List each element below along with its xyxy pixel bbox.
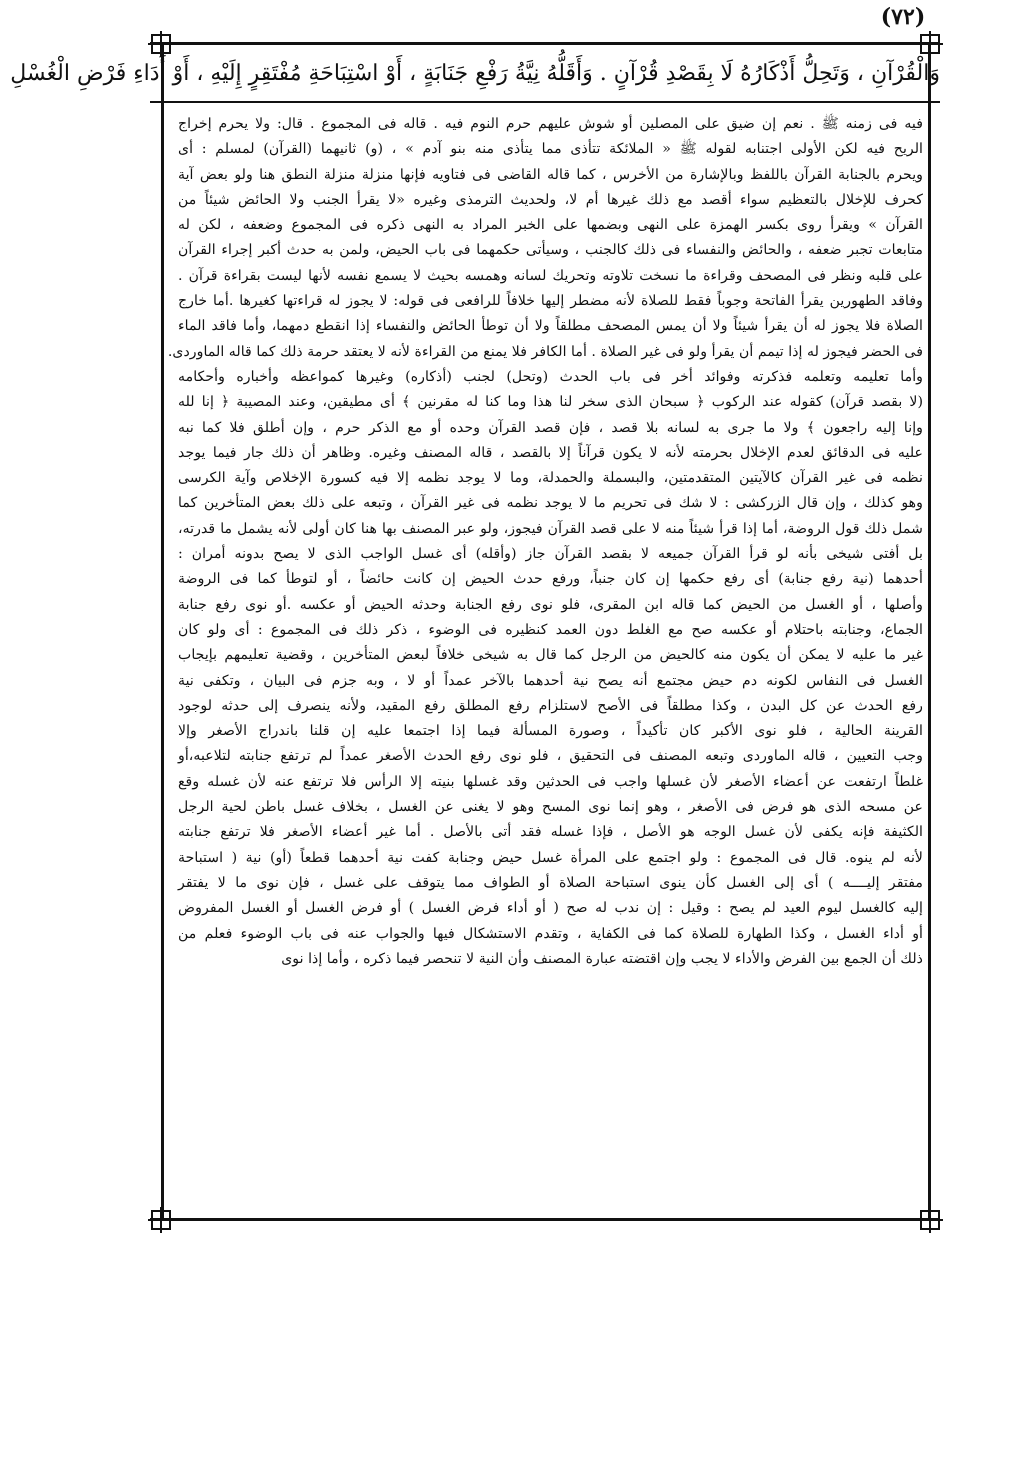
body-line: الكثيفة فإنه يكفى لأن غسل الوجه هو الأصل ، فإذا غسله فقد أتى بالأصل . أما غير أعضاء الأصغر فلا ترتفع جنابته xyxy=(178,824,923,841)
body-line: رفع الحدث عن كل البدن ، وكذا مطلقاً فى الأصح لاستلزام رفع المطلق رفع المقيد، ولأنه ينصرف إلى حدثه لوجود xyxy=(178,697,923,714)
body-line: وهو كذلك ، وإن قال الزركشى : لا شك فى تحريم ما لا يوجد نظمه فى غير القرآن ، وتبعه على ذلك بعض المتأخرين كما xyxy=(178,495,923,512)
body-line: فيه فى زمنه ﷺ . نعم إن ضيق على المصلين أو شوش عليهم حرم النوم فيه . قاله فى المجموع . قال: ولا يحرم إخراج xyxy=(178,116,923,132)
body-line: غير ما عليه لا يمكن أن يكون منه كالحيض من الرجل كما قال به شيخى خلافاً لبعض المتأخرين ، وقضية تعليمهم بإيجاب xyxy=(178,647,923,664)
body-line: مفتقر إليــــه ) أى إلى الغسل كأن ينوى استباحة الصلاة أو الطواف مما يتوقف على غسل ، فإن نوى ما لا يفتقر xyxy=(178,874,923,891)
body-line: غلطاً ارتفعت عن أعضاء الأصغر لأن غسلها واجب فى الحدثين وقد غسلها بنيته إلا الرأس فلا ترتفع عنه لأن غسله وقع xyxy=(178,773,923,790)
body-line: أو أداء الغسل ، وكذا الطهارة للصلاة كما فى الكفاية ، وتقدم الاستشكال فيها والجواب عنه فى باب الوضوء فعلم من xyxy=(178,925,923,942)
body-line: نظمه فى غير القرآن كالآيتين المتقدمتين، والبسملة والحمدلة، وما لا يوجد نظمه إلا فيه كسورة الإخلاص وآية الكرسى xyxy=(178,470,923,487)
body-line: الريح فيه لكن الأولى اجتنابه لقوله ﷺ « الملائكة تتأذى مما يتأذى منه بنو آدم » ، (و) ثانيهما (القرآن) لمسلم : أى xyxy=(178,141,923,158)
body-line: بل أفتى شيخى بأنه لو قرأ القرآن جميعه لا بقصد القرآن جاز (وأقله) أى غسل الواجب الذى لا يصح بدونه أمران : xyxy=(178,546,923,563)
body-line: على قلبه ونظر فى المصحف وقراءة ما نسخت تلاوته وتحريك لسانه وهمسه بحيث لا يسمع نفسه لأنها ليست بقراءة قرآن . xyxy=(178,267,923,284)
body-line: ويحرم بالجنابة القرآن باللفظ وبالإشارة من الأخرس ، كما قاله القاضى فى فتاويه فإنها منزلة منزلة النطق هنا ولو بعض آية xyxy=(178,166,923,183)
body-line: وأما تعليمه وتعلمه فذكرته وفوائد أخر فى باب الحدث (وتحل) لجنب (أذكاره) وغيرها كمواعظه وأخباره وأحكامه xyxy=(178,368,923,385)
body-line: وإنا إليه راجعون ﴾ ولا ما جرى به لسانه بلا قصد ، فإن قصد القرآن وحده أو مع الذكر حرم ، وإن أطلق فلا كما نبه xyxy=(178,419,923,436)
body-line: القرينة الحالية ، فلو نوى الأكبر كان تأكيداً ، وصورة المسألة فيما إذا اجتمعا عليه إن قلنا باندراج الأصغر وإلا xyxy=(178,723,923,740)
body-line: الصلاة فلا يجوز له أن يقرأ شيئاً ولا أن يمس المصحف مطلقاً ولا أن توطأ الحائض والنفساء إذا انقطع دمهما، وأما فاقد الماء xyxy=(178,318,923,335)
body-line: الغسل فى النفاس لكونه دم حيض مجتمع أنه يصح نية أحدهما بالآخر عمداً أو لا ، وبه جزم فى البيان ، وتكفى نية xyxy=(178,672,923,689)
frame-header-rule xyxy=(150,101,940,103)
body-line: الجماع، وجنابته باحتلام أو عكسه صح مع الغلط دون العمد كنظيره فى الوضوء ، ذكر ذلك فى المجموع : أى ولو كان xyxy=(178,621,923,638)
commentary-body xyxy=(167,112,923,1212)
body-line: وأصلها ، أو الغسل من الحيض كما قاله ابن المقرى، فلو نوى رفع الجنابة وحدثه الحيض أو عكسه .أو نوى رفع جنابة xyxy=(178,596,923,613)
frame-top-line xyxy=(150,42,940,45)
body-line: شمل ذلك قول الروضة، أما إذا قرأ شيئاً منه لا على قصد القرآن فيجوز، ولو عبر المصنف بها هنا كان أولى لأنه يشمل ما قدرته، xyxy=(178,520,923,537)
body-line: متابعات تجبر ضعفه ، والحائض والنفساء فى ذلك كالجنب ، وسيأتى حكمهما فى باب الحيض، ولمن به حدث أكبر إجراء القرآن xyxy=(178,242,923,259)
body-line: وجب التعيين ، قاله الماوردى وتبعه المصنف فى التحقيق ، فلو نوى رفع الحدث الأصغر عمداً لم ترتفع جنابته لتلاعبه،أو xyxy=(178,748,923,765)
body-line: عليه فى الدقائق لعدم الإخلال بحرمته لأنه لا يكون قرآناً إلا بالقصد ، قاله المصنف وغيره. وظاهر أن ذلك جار فيما يوجد xyxy=(178,444,923,461)
body-line: كحرف للإخلال بالتعظيم سواء أقصد مع ذلك غيرها أم لا، ولحديث الترمذى وغيره «لا يقرأ الجنب ولا الحائض شيئاً من xyxy=(178,191,923,208)
corner-ornament-icon xyxy=(148,1207,174,1233)
body-line: وفاقد الطهورين يقرأ الفاتحة وجوباً فقط للصلاة لأنه مضطر إليها خلافاً للرافعى فى قوله: لا يجوز له قراءتها كغيرها .أما خارج xyxy=(178,293,923,310)
body-line: فى الحضر فيجوز له إذا تيمم أن يقرأ ولو فى غير الصلاة . أما الكافر فلا يمنع من القراءة لأنه لا يعتقد حرمة ذلك كما قاله الماوردى. xyxy=(167,343,923,360)
body-line: ذلك أن الجمع بين الفرض والأداء لا يجب وإن اقتضته عبارة المصنف وأن النية لا تنحصر فيما ذكره ، وأما إذا نوى xyxy=(281,950,923,967)
body-line: لأنه لم ينوه. قال فى المجموع : ولو اجتمع على المرأة غسل حيض وجنابة كفت نية أحدهما قطعاً (أو) نية ( استباحة xyxy=(178,849,923,866)
frame-bottom-line xyxy=(150,1218,940,1221)
body-line: أحدهما (نية رفع جنابة) أى رفع حكمها إن كان جنباً، ورفع حدث الحيض إن كانت حائضاً ، أو لتوطأ كما فى الروضة xyxy=(178,571,923,588)
matn-header-line: وَالْقُرْآنِ ، وَتَحِلُّ أَذْكَارُهُ لَا بِقَصْدِ قُرْآنٍ . وَأَقَلُّهُ نِيَّةُ رَفْعِ جَنَابَةٍ ، أَوْ اسْتِبَاحَةِ مُفْتَقِرٍ إِلَيْهِ ، أَوْ أَدَاءِ فَرْضِ الْغُسْلِ xyxy=(10,61,940,86)
body-line: عن مسحه الذى هو فرض فى الأصغر ، وهو إنما نوى المسح وهو لا يغنى عن الغسل ، بخلاف غسل باطن لحية الرجل xyxy=(178,799,923,816)
frame-right-line xyxy=(928,42,931,1221)
page-number: (٧٢) xyxy=(880,4,926,30)
body-line: القرآن » ويقرأ روى بكسر الهمزة على النهى وبضمها على الخبر المراد به النهى ذكره فى المجموع وضعفه ، لكن له xyxy=(178,217,923,234)
body-line: (لا بقصد قرآن) كقوله عند الركوب ﴿ سبحان الذى سخر لنا هذا وما كنا له مقرنين ﴾ أى مطيقين، وعند المصيبة ﴿ إنا لله xyxy=(178,394,923,411)
frame-left-line xyxy=(161,42,164,1221)
body-line: إليه كالغسل ليوم العيد لم يصح : وقيل : إن ندب له صح ( أو أداء فرض الغسل ) أو فرض الغسل أو الغسل المفروض xyxy=(178,900,923,917)
